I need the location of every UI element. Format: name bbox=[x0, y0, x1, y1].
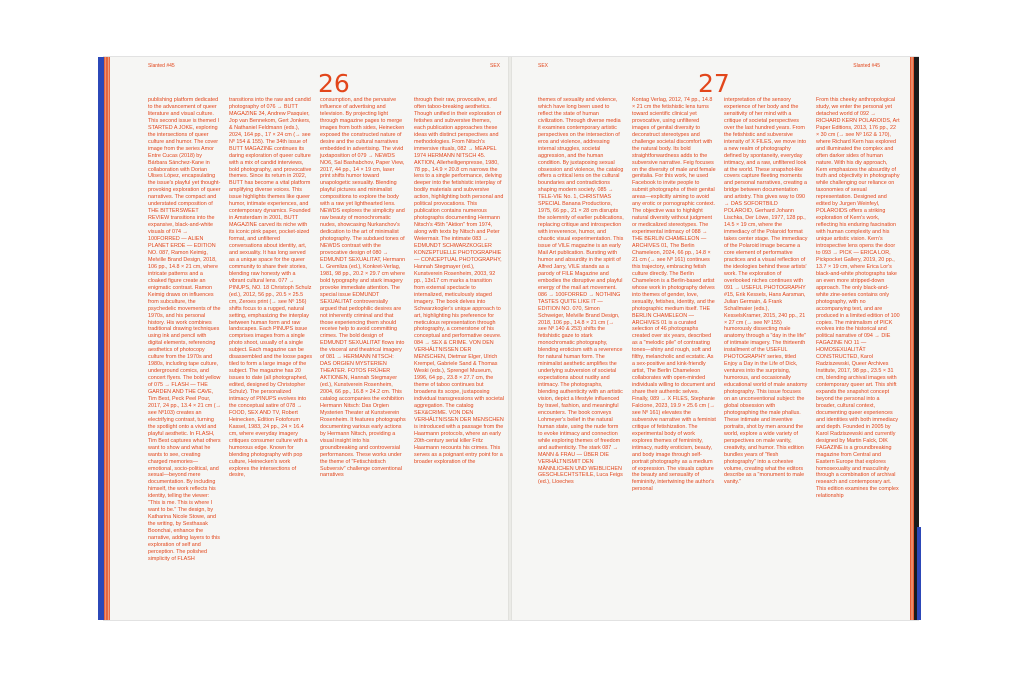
left-page-edge-orange bbox=[104, 57, 110, 620]
left-column-4: through their raw, provocative, and often taboo-breaking aesthetics. Though unified in their exploration of fetishes and subversive themes, each publication approaches these ideas with distinct perspectives and methodologies. From Nitsch's immersive rituals, 082 → MEAPEL 1974 HERMANN NITSCH 45. AKTION, Allerheiligenpresse, 1980, 78 pp., 14.9 × 20.8 cm narrows the lens to a single performance, delving deeper into the fetishistic interplay of bodily materials and subversive action, highlighting both personal and political provocations. This publication contains numerous photographs documenting Hermann Nitsch's 45th "Aktion" from 1974, along with texts by Nitsch and Peter Weiermair. The intimate 083 → EDMUNDT SCHWARZKOGLER KONZEPTUELLE PHOTOGRAPHIE — CONCEPTUAL PHOTOGRAPHY, Hannah Stegmayer (ed.), Kunstverein Rosenheim, 2003, 92 pp., 13x17 cm marks a transition from external spectacle to internalized, meticulously staged imagery. The book delves into Schwarzkogler's unique approach to art, highlighting his preference for meticulous representation through photography, a cornerstone of his conceptual and performative oeuvre. 084 → SEX & CRIME. VON DEN VERHÄLTNISSEN DER MENSCHEN, Dietmar Elger, Ulrich Krempel, Gabriele Sand & Thomas Weski (eds.), Sprengel Museum, 1996, 64 pp., 23.8 × 27.7 cm, the theme of taboo continues but broadens its scope, juxtaposing individual transgressions with societal aggregation. The catalog SEX&CRIME. VON DEN VERHÄLTNISSEN DER MENSCHEN is introduced with a passage from the Haarmann protocols, where an early 20th-century serial killer Fritz Haarmann recounts his crimes. This serves as a poignant entry point for a broader exploration of the bbox=[414, 97, 504, 465]
right-page bbox=[512, 57, 910, 620]
right-page-edge-blue bbox=[917, 527, 921, 620]
right-column-3: interpretation of the sensory experience of her body and the sensitivity of her mind with a critique of societal perspectives over the last hundred years. From the fetishistic and subversive intensity of X FILES, we move into a new realm of photography defined by spontaneity, everyday intimacy, and a raw, unfiltered look at the world. These snapshot-like covers capture fleeting moments and personal narratives, creating a bridge between documentation and artistry. This gives way to 090 → DAS SOFORTBILD POLAROID, Gerhard Johann Lischka, Der Löwe, 1977, 128 pp., 14.5 × 19 cm, where the immediacy of the Polaroid format takes center stage. The immediacy of the Polaroid image became a core element of performative practices and a visual reflection of the ideologies behind these artists' work. The exploration of overlooked niches continues with 091 → USEFUL PHOTOGRAPHY #15, Erik Kessels, Hans Aarsman, Julian Germain, & Frank Schallmaier (eds.), KesselsKramer, 2015, 240 pp., 21 × 27 cm (→ see Nº 155) humorously dissecting male anatomy through a "day in the life" of intimate imagery. The thirteenth installment of the USEFUL PHOTOGRAPHY series, titled Enjoy a Day in the Life of Dick, ventures into the surprising, humorous, and occasionally educational world of male anatomy photography. This issue focuses on an unconventional subject: the global obsession with photographing the male phallus. These intimate and inventive portraits, shot by men around the world, explore a wide variety of perspectives on male vanity, creativity, and humor. This edition bundles years of "flesh photography" into a cohesive volume, creating what the editors describe as a "monument to male vanity." bbox=[724, 97, 808, 486]
right-text-columns bbox=[512, 97, 910, 612]
left-column-3: consumption, and the pervasive influence of advertising and television. By projecting light through magazine pages to merge images from both sides, Heinecken exposed the constructed nature of desire and the cultural narratives embedded in advertising. The vivid juxtaposition of 079 → NEWDS NO6, Sal Bashabchov, Paper View, 2017, 44 pp., 14 × 19 cm, laser print shifts humor toward unapologetic sexuality. Blending playful pictures and minimalist compositions to explore the body with a raw yet lighthearted lens. NEWDS explores the simplicity and raw beauty of monochromatic nudes, showcasing Nurkanchov's dedication to the art of minimalist photography. The subdued tones of NEWDS contrast with the provocative design of 080 → EDMUNDT SEXUALITAT, Hermann L. Gremliza (ed.), Konkret-Verlag, 1981, 98 pp., 20.2 × 29.7 cm where bold typography and stark imagery provoke immediate attention. The special issue EDMUNDT SEXUALITAT controversially argued that pedophilic desires are not inherently criminal and that those experiencing them should receive help to avoid committing crimes. The bold design of EDMUNDT SEXUALITAT flows into the visceral and theatrical imagery of 081 → HERMANN NITSCH: DAS ORGIEN MYSTERIEN THEATER. FOTOS FRÜHER AKTIONEN, Hannah Stegmayer (ed.), Kunstverein Rosenheim, 2004, 66 pp., 16.8 × 24.2 cm. This catalog accompanies the exhibition Hermann Nitsch: Das Orgien Mysterien Theater at Kunstverein Rosenheim. It features photographs documenting various early actions by Hermann Nitsch, providing a visual insight into his groundbreaking and controversial performances. These works under the theme of "Fetischistisch Subversiv" challenge conventional narratives bbox=[320, 97, 406, 479]
left-column-2: transitions into the raw and candid photography of 076 → BUTT MAGAZINE 34, Andrew Pasquier, Jop van Bennekom, Gert Jonkers, & Nathaniel Feldmann (eds.), 2024, 164 pp., 17 × 24 cm (→ see Nº 154 & 155). The 34th issue of BUTT MAGAZINE continues its daring exploration of queer culture with a mix of candid interviews, bold photography, and provocative themes. Since its return in 2022, BUTT has become a vital platform amplifying diverse voices. This issue highlights themes like queer humor, intimate experiences, and contemporary dynamics. Founded in Amsterdam in 2001, BUTT MAGAZINE carved its niche with its iconic pink paper, pocket-sized format, and unfiltered conversations about identity, art, and sexuality. It has long served as a unique space for the queer community to share their stories, blending raw honesty with a vibrant cultural lens. 077 → PINUPS, NO. 18 Christoph Schulz (ed.), 2012, 56 pp., 20.5 × 25.5 cm, Zeroes print (→ see Nº 156) shifts focus to a rugged, natural setting, emphasizing the interplay between human form and raw landscapes. Each PINUPS issue comprises images from a single photo shoot, usually of a single subject. Each magazine can be disassembled and the loose pages tiled to form a large image of the subject. The magazine has 20 issues to date (all photographed, edited, designed by Christopher Schulz). The personalized intimacy of PINUPS evolves into the conceptual satire of 078 → FOOD, SEX AND TV, Robert Heinecken, Edition Fotoforum Kassel, 1983, 24 pp., 24 × 16.4 cm, where everyday imagery critiques consumer culture with a humorous edge. Known for blending photography with pop culture, Heinecken's work explores the intersections of desire, bbox=[229, 97, 313, 479]
right-column-2: Kontag Verlag, 2012, 74 pp., 14.8 × 21 cm the fetishistic lens turns toward scientific clinical yet provocative, using unfiltered images of genital diversity to deconstruct stereotypes and challenge societal discomfort with the natural body. Its bold straightforwardness adds to the subversive narrative. Feig focuses on the diversity of male and female genitalia. For this work, he used Facebook to invite people to submit photographs of their genital areas—explicitly aiming to avoid any erotic or pornographic context. The objective was to highlight natural diversity without judgment or medicalized stereotypes. The experimental intimacy of 088 → THE BERLIN CHAMELEON — ARCHIVES 01, The Berlin Chameleon, 2024, 66 pp., 14.8 × 21 cm (→ see Nº 161) continues this trajectory, embracing fetish culture directly. The Berlin Chameleon is a Berlin-based artist whose work in photography delves into themes of gender, love, sexuality, fetishes, identity, and the photographic medium itself. THE BERLIN CHAMELEON — ARCHIVES 01 is a curated selection of 46 photographs created over six years, described as a "melodic pile" of contrasting tones—shiny and rough, soft and filthy, melancholic and ecstatic. As a sex-positive and kink-friendly artist, The Berlin Chameleon collaborates with open-minded individuals willing to document and share their authentic selves. Finally, 089 → X FILES, Stephanie Falcione, 2023, 19.9 × 25.6 cm (→ see Nº 161) elevates the subversive narrative with a feminist critique of fetishization. The experimental body of work explores themes of femininity, intimacy, nudity eroticism, beauty, and body image through self-portrait photography as a medium of expression. The visuals capture the beauty and sensuality of femininity, intertwining the author's personal bbox=[632, 97, 716, 493]
left-text-columns bbox=[112, 97, 508, 612]
left-page-number: 26 bbox=[318, 69, 350, 98]
right-section-label: SEX bbox=[538, 63, 549, 69]
left-section-label: SEX bbox=[489, 63, 500, 69]
right-column-4: From this cheeky anthropological study, we enter the personal yet detached world of 092 → RICHARD KERN POLAROIDS, Art Paper Editions, 2013, 176 pp., 22 × 30 cm (→ see Nº 162 & 170), where Richard Kern has explored and illuminated the complex and often darker sides of human nature. With his diy approach, Kern emphasizes the absurdity of truth and objectivity in photography while challenging our reliance on taxonomies of sexual representation. Designed and edited by Jurgen Weinfeyl, POLAROIDS offers a striking exploration of Kern's work, reflecting his enduring fascination with human complexity and his unique artistic vision. Kern's introspective lens opens the door to 093 → PICK — ERICA LOR, Pickpocket Gallery, 2019, 20 pp., 13.7 × 19 cm, where Erica Lor's black-and-white photographs take an even more stripped-down approach. The only black-and-white zine-series contains only photography, with no accompanying text, and are produced in a limited edition of 100 copies. The minimalism of PICK evolves into the historical and political narrative of 094 → DIE FAGAZINE NO 11 — HOMOSEXUALITÄT CONSTRUCTED, Karol Radziszewski, Queer Archives Institute, 2017, 98 pp., 23.5 × 31 cm, blending archival images with contemporary queer art. This shift expands the snapshot concept beyond the personal into a broader, cultural context, documenting queer experiences and identities with both immediacy and depth. Founded in 2005 by Karol Radziszewski and currently designed by Martin Falck, DIK FAGAZINE is a groundbreaking magazine from Central and Eastern Europe that explores homosexuality and masculinity through a combination of archival research and contemporary art. This edition examines the complex relationship bbox=[816, 97, 900, 500]
left-column-1: publishing platform dedicated to the advancement of queer literature and visual culture. This second issue is themed I STARTED A JOKE, exploring the intersections of queer culture and humor. The cover image from the series Amor Entre Cucas (2018) by Bárbara Sánchez-Kane in collaboration with Dorian Ulises López, encapsulating the issue's playful yet thought-provoking exploration of queer narratives. The compact and understated composition of THE BITTERSWEET REVIEW transitions into the expansive, black-and-white visuals of 074 → 100FORRED — ALIEN PLANET ERDE — EDITION NO. 087, Ramon Keimig, Melville Brand Design, 2018, 106 pp., 14.8 × 21 cm, where intricate patterns and a cloaked figure create an enigmatic contrast. Ramon Keimig draws on influences from subculture, the psychedelic movements of the 1970s, and his personal history. His work combines traditional drawing techniques using ink and pencil with digital elements, referencing aesthetics of photocopy culture from the 1970s and 1980s, including tape culture, underground comics, and concert flyers. The bold yellow of 075 → FLASH — THE GARDEN AND THE CAVE, Tim Best, Peck Peel Pour, 2017, 24 pp., 13.4 × 21 cm (→ see Nº103) creates an electrifying contrast, turning the spotlight onto a vivid and playful aesthetic. In FLASH, Tim Best captures what others want to show and what he wants to see, creating charged memories—emotional, socio-political, and sexual—beyond mere documentation. By including himself, the work reflects his identity, telling the viewer: "This is me. This is where I want to be." The design, by Katharina Nicole Stowe, and the writing, by Sesthasak Boonchai, enhance the narrative, adding layers to this exploration of self and perception. The polished simplicity of FLASH bbox=[148, 97, 221, 562]
right-page-number: 27 bbox=[698, 69, 730, 98]
right-column-1: themes of sexuality and violence, which have long been used to reflect the state of human civilization. Through diverse media it examines contemporary artistic perspectives on the intersection of eros and violence, addressing internal struggles, societal aggression, and the human condition. By juxtaposing sexual obsession and violence, the catalog offers a critical lens on the cultural boundaries and contradictions shaping modern society. 085 → TELE-VIE No. 1, CHRISTMAS SPECIAL Banana Productions, 1975, 66 pp., 21 × 28 cm disrupts the solemnity of earlier publications, replacing critique and introspection with irreverence, humor, and chaotic visual experimentation. This issue of VILE magazine is an early Mail Art publication. Bursting with humor and absurdity in the spirit of Alfred Jarry, VILE stands as a parody of FILE Magazine and embodies the disruptive and playful energy of the mail art movement. 086 → 100FORRED → NOTHING TASTES QUITE LIKE IT — EDITION NO. 070, Simon Schweiger, Melville Brand Design, 2018, 106 pp., 14.8 × 21 cm (→ see Nº 140 & 253) shifts the fetishistic gaze to stark monochromatic photography, blending eroticism with a reverence for natural human form. The minimalist aesthetic amplifies the underlying subversion of societal expectations about nudity and intimacy. The photographs, blending authenticity with an artistic vision, depict a lifestyle influenced by travel, fashion, and meaningful encounters. The book conveys Lohmeyer's belief in the natural human state, using the nude form to evoke intimacy and connection while exploring themes of freedom and authenticity. The stark 087 → MANN & FRAU — ÜBER DIE VERHÄLTNISMIT DEN MÄNNLICHEN UND WEIBLICHEN GESCHLECHTSTEILE, Luca Feigs (ed.), Lloeches bbox=[538, 97, 624, 486]
right-running-title: Slanted #45 bbox=[853, 63, 880, 69]
left-running-title: Slanted #45 bbox=[148, 63, 175, 69]
left-page bbox=[112, 57, 508, 620]
magazine-spread bbox=[104, 57, 918, 620]
